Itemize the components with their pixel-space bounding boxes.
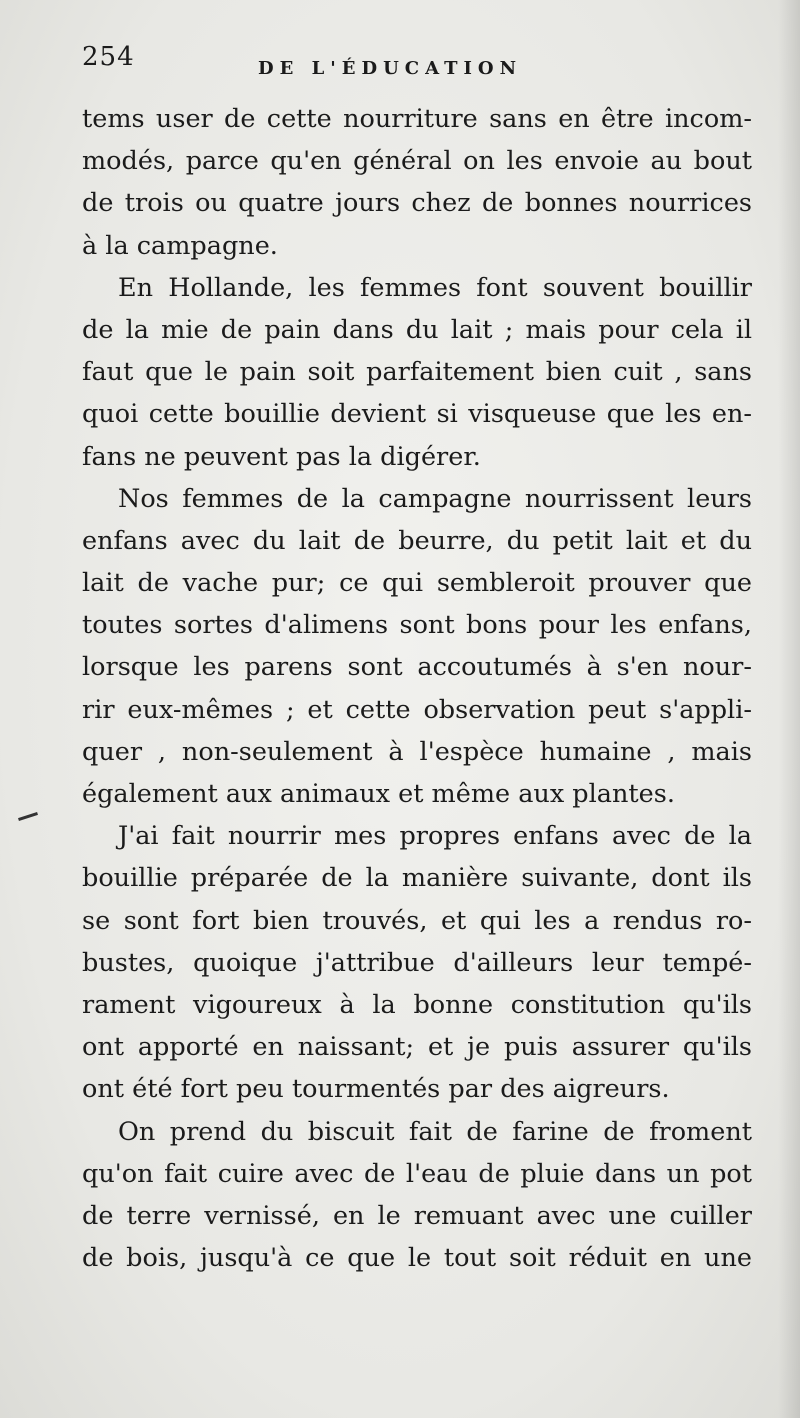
text-line: quer , non-seulement à l'espèce humaine , mais xyxy=(82,736,752,767)
text-line: qu'on fait cuire avec de l'eau de pluie dans un pot xyxy=(82,1158,752,1189)
text-line: Nos femmes de la campagne nourrissent leurs xyxy=(118,483,752,514)
text-line: modés, parce qu'en général on les envoie au bout xyxy=(82,146,752,177)
body-text xyxy=(82,98,752,1279)
text-line: ont apporté en naissant; et je puis assurer qu'ils xyxy=(82,1032,752,1063)
text-line: J'ai fait nourrir mes propres enfans avec de la xyxy=(118,821,752,852)
text-line: bustes, quoique j'attribue d'ailleurs leur tempé- xyxy=(82,947,752,978)
text-line: On prend du biscuit fait de farine de froment xyxy=(118,1116,752,1147)
text-line: fans ne peuvent pas la digérer. xyxy=(82,441,481,472)
text-line: quoi cette bouillie devient si visqueuse que les en- xyxy=(82,399,752,430)
text-line: de bois, jusqu'à ce que le tout soit réduit en une xyxy=(82,1243,752,1274)
text-line: faut que le pain soit parfaitement bien cuit , sans xyxy=(82,357,752,388)
text-line: également aux animaux et même aux plantes. xyxy=(82,779,675,809)
text-line: lait de vache pur; ce qui sembleroit prouver que xyxy=(82,568,752,599)
text-line: ont été fort peu tourmentés par des aigreurs. xyxy=(82,1074,670,1105)
text-line: tems user de cette nourriture sans en être incom- xyxy=(82,104,752,134)
text-line: En Hollande, les femmes font souvent bouillir xyxy=(118,272,752,303)
text-line: enfans avec du lait de beurre, du petit lait et du xyxy=(82,525,752,556)
text-line: à la campagne. xyxy=(82,230,278,261)
text-line: de trois ou quatre jours chez de bonnes nourrices xyxy=(82,188,752,219)
text-line: rir eux-mêmes ; et cette observation peut s'appli- xyxy=(82,694,752,725)
margin-mark xyxy=(18,812,38,821)
text-line: se sont fort bien trouvés, et qui les a rendus ro- xyxy=(82,905,752,936)
text-line: de la mie de pain dans du lait ; mais pour cela il xyxy=(82,314,752,345)
text-line: rament vigoureux à la bonne constitution qu'ils xyxy=(82,989,752,1020)
text-line: bouillie préparée de la manière suivante, dont ils xyxy=(82,863,752,894)
page-number: 254 xyxy=(82,42,135,72)
running-title: DE L'ÉDUCATION xyxy=(258,58,523,79)
page-edge-shadow xyxy=(778,0,800,1418)
text-line: lorsque les parens sont accoutumés à s'en nour- xyxy=(82,652,752,683)
text-line: de terre vernissé, en le remuant avec une cuiller xyxy=(82,1200,752,1231)
text-line: toutes sortes d'alimens sont bons pour les enfans, xyxy=(82,610,752,641)
